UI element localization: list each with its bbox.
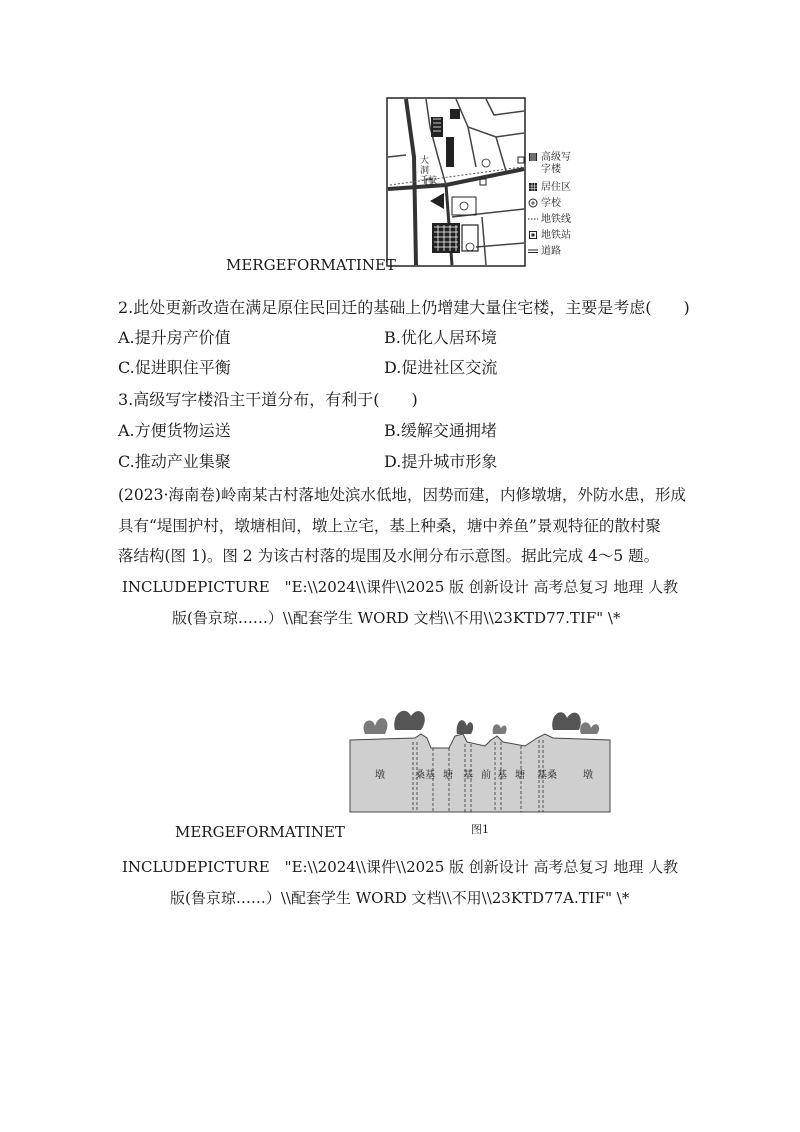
cross-section-label: 基桑 xyxy=(537,770,557,781)
cross-section-label: 墩 xyxy=(583,770,593,781)
field-code: MERGEFORMATINET xyxy=(175,823,345,841)
include-picture-field: INCLUDEPICTURE "E:\\2024\\课件\\2025 版 创新设计 高考总复习 地理 人教 xyxy=(122,578,679,596)
subway-station-icon xyxy=(528,230,538,240)
map-label: 大 xyxy=(420,156,430,166)
map-label: 校 xyxy=(428,176,438,186)
legend-item xyxy=(528,198,561,210)
urban-renewal-map xyxy=(386,97,526,267)
question-3-option-c: C.推动产业集聚 xyxy=(118,452,231,471)
include-picture-field: 版(鲁京琼……）\\配套学生 WORD 文档\\不用\\23KTD77A.TIF" \* xyxy=(170,889,630,907)
subway-line-icon xyxy=(528,214,538,224)
office-tower-icon xyxy=(528,152,538,162)
question-3-option-b: B.缓解交通拥堵 xyxy=(384,421,497,440)
map-label: 洞 xyxy=(420,166,430,176)
cross-section-label: 塘 xyxy=(515,770,525,781)
question-2-stem: 2.此处更新改造在满足原住民回迁的基础上仍增建大量住宅楼，主要是考虑( ) xyxy=(118,298,690,317)
include-picture-field: 版(鲁京琼……）\\配套学生 WORD 文档\\不用\\23KTD77.TIF" \* xyxy=(172,609,621,627)
map-legend xyxy=(528,148,598,268)
figure-caption: 图1 xyxy=(471,823,489,836)
question-2-option-a: A.提升房产价值 xyxy=(118,328,231,347)
legend-item xyxy=(528,182,571,194)
map-label: 千 xyxy=(420,176,430,186)
legend-label: 地铁线 xyxy=(541,214,571,225)
passage-line: (2023·海南卷)岭南某古村落地处滨水低地，因势而建，内修墩塘，外防水患，形成 xyxy=(118,486,686,504)
question-3-stem: 3.高级写字楼沿主干道分布，有利于( ) xyxy=(118,390,418,409)
school-icon xyxy=(528,198,538,208)
cross-section-label: 桑基 xyxy=(415,770,435,781)
cross-section-label: 前 xyxy=(481,770,491,781)
village-cross-section-diagram xyxy=(345,700,615,820)
residential-icon xyxy=(528,182,538,192)
cross-section-label: 基 xyxy=(497,770,507,781)
legend-item xyxy=(528,152,577,176)
legend-label: 地铁站 xyxy=(541,230,571,241)
legend-item xyxy=(528,230,571,242)
field-code: MERGEFORMATINET xyxy=(226,256,396,274)
passage-line: 具有“堤围护村，墩塘相间，墩上立宅，基上种桑，塘中养鱼”景观特征的散村聚 xyxy=(118,517,661,535)
legend-item xyxy=(528,214,571,226)
include-picture-field: INCLUDEPICTURE "E:\\2024\\课件\\2025 版 创新设计 高考总复习 地理 人教 xyxy=(122,858,679,876)
cross-section-label: 墩 xyxy=(375,770,385,781)
question-2-option-d: D.促进社区交流 xyxy=(384,358,498,377)
cross-section-label: 塘 xyxy=(443,770,453,781)
legend-label: 居住区 xyxy=(541,182,571,193)
question-2-option-c: C.促进职住平衡 xyxy=(118,358,231,377)
road-icon xyxy=(528,246,538,256)
cross-section-label: 基 xyxy=(463,770,473,781)
question-3-option-d: D.提升城市形象 xyxy=(384,452,498,471)
question-3-option-a: A.方便货物运送 xyxy=(118,421,231,440)
legend-label: 高级写字楼 xyxy=(541,152,571,175)
legend-label: 学校 xyxy=(541,198,561,209)
legend-item xyxy=(528,246,561,258)
question-2-option-b: B.优化人居环境 xyxy=(384,328,497,347)
legend-label: 道路 xyxy=(541,246,561,257)
passage-line: 落结构(图 1)。图 2 为该古村落的堤围及水闸分布示意图。据此完成 4～5 题。 xyxy=(118,547,660,565)
